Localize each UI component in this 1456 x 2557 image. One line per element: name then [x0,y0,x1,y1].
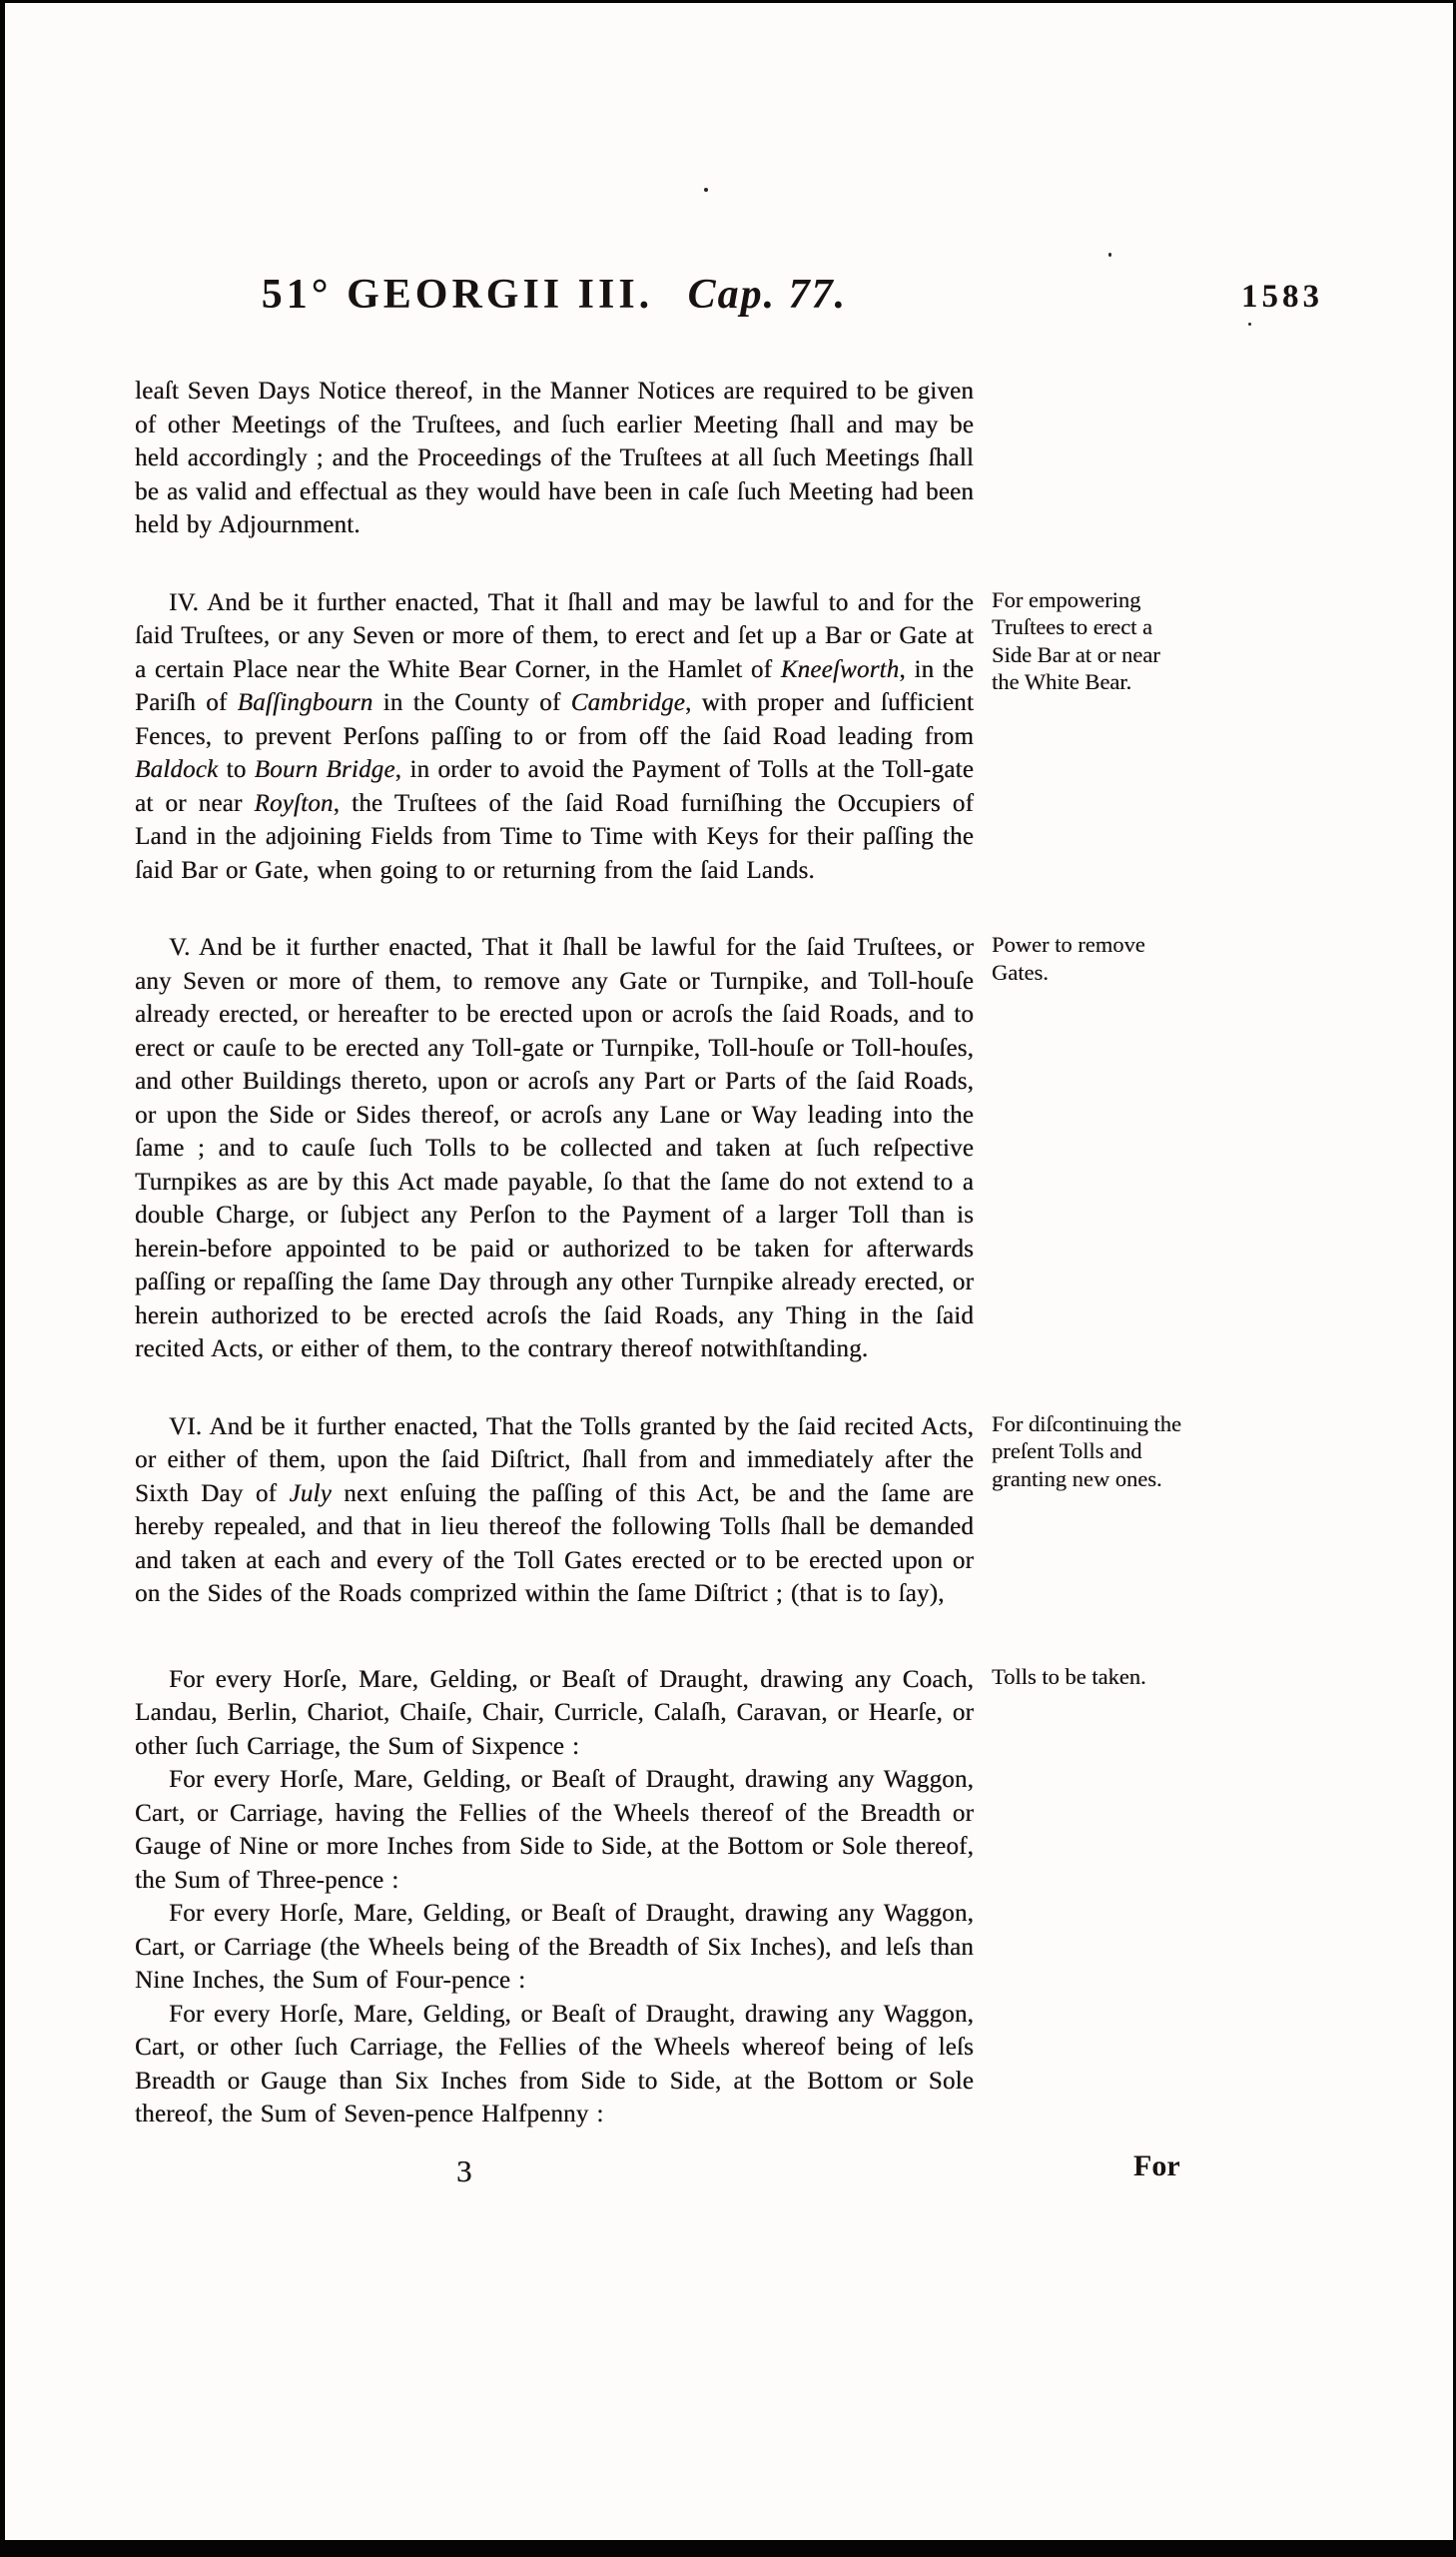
margin-note: For diſcontinuing the preſent Tolls and granting new ones. [992,1410,1181,1491]
paragraph-text [135,375,974,542]
margin-note: Tolls to be taken. [992,1663,1146,1689]
running-title [135,271,974,319]
paragraph-text [135,1410,974,1611]
italic-place-name: Royſton [254,789,334,817]
text-segment: For every Horſe, Mare, Gelding, or Beaſt of Draught, drawing any Waggon, Cart, or Carriage, having the Fellies of the Wheels thereof of the Breadth or Gauge of Nine or more Inches from Side to Side, at the Bottom or Sole thereof, the Sum of Three-pence : [135,1766,974,1894]
paragraph-row [135,1998,1325,2131]
scan-speck [704,188,708,192]
paragraph-row [135,586,1325,888]
regnal-year-title: 51° GEORGII III. [261,272,654,318]
text-segment: VI. And be it further enacted, That the Tolls granted by the ſaid recited Acts, or either of them, upon the ſaid Diſtrict, ſhall from and immediately after the Sixth Day of [135,1412,974,1507]
paragraph-row [135,931,1325,1366]
text-segment: For every Horſe, Mare, Gelding, or Beaſt of Draught, drawing any Coach, Landau, Berlin, Chariot, Chaiſe, Chair, Curricle, Calaſh, Caravan, or Hearſe, or other ſuch Carriage, the Sum of Sixpence : [135,1665,974,1760]
text-segment: , in order to avoid the Payment of Tolls at the Toll-gate at or near [135,756,974,817]
text-segment: IV. And be it further enacted, That it ſhall and may be lawful to and for the ſaid Truſtees, or any Seven or more of them, to erect and ſet up a Bar or Gate at a certain Place near the White Bear Corner, in the Hamlet of [135,588,974,683]
text-segment: next enſuing the paſſing of this Act, be and the ſame are hereby repealed, and that in lieu thereof the following Tolls ſhall be demanded and taken at each and every of the Toll Gates erected or to be erected upon or on the Sides of the Roads comprized within the ſame Diſtrict ; (that is to ſay), [135,1479,974,1607]
margin-note: Power to remove Gates. [992,932,1145,985]
text-segment: , with proper and ſufficient Fences, to prevent Perſons paſſing to or from off the ſaid Road leading from [135,689,974,750]
signature-mark: 3 [456,2152,472,2188]
page-footer [135,2148,1325,2223]
catchword: For [1133,2148,1180,2182]
italic-place-name: July [289,1479,332,1507]
paragraph-text [135,1663,974,1764]
text-segment: For every Horſe, Mare, Gelding, or Beaſt of Draught, drawing any Waggon, Cart, or other ſuch Carriage, the Fellies of the Wheels whereof being of leſs Breadth or Gauge than Six Inches from Side to Side, at the Bottom or Sole thereof, the Sum of Seven-pence Halfpenny : [135,2000,974,2128]
text-segment: to [218,756,255,783]
paragraph-text [135,586,974,888]
italic-place-name: Cambridge [570,689,685,716]
chapter-title: Cap. 77. [687,272,848,318]
paragraph-row [135,1897,1325,1998]
scan-edge-bottom [0,2540,1456,2557]
italic-place-name: Baſſingbourn [237,689,373,716]
text-segment: leaſt Seven Days Notice thereof, in the Manner Notices are required to be given of other Meetings of the Truſtees, and ſuch earlier Meeting ſhall and may be held accordingly ; and the Proceedings of the Truſtees at all ſuch Meetings ſhall be as valid and effectual as they would have been in caſe ſuch Meeting had been held by Adjournment. [135,378,974,538]
paragraph-text [135,1897,974,1998]
paragraph-row [135,1763,1325,1897]
margin-note: For empowering Truſtees to erect a Side Bar at or near the White Bear. [992,586,1160,694]
text-segment: For every Horſe, Mare, Gelding, or Beaſt of Draught, drawing any Waggon, Cart, or Carriage (the Wheels being of the Breadth of Six Inches), and leſs than Nine Inches, the Sum of Four-pence : [135,1900,974,1994]
italic-place-name: Kneeſworth [780,655,900,683]
page-number: 1583 [1241,279,1323,315]
paragraph-text [135,1998,974,2131]
page-header [135,271,1325,333]
text-segment: , in the Pariſh of [135,655,974,716]
text-segment: , the Truſtees of the ſaid Road furniſhing the Occupiers of Land in the adjoining Fields from Time to Time with Keys for their paſſing the ſaid Bar or Gate, when going to or returning from the ſaid Lands. [135,789,974,884]
paragraph-row [135,1663,1325,1764]
paragraph-text [135,1763,974,1897]
paragraph-row [135,1410,1325,1611]
paragraph-text [135,931,974,1366]
italic-place-name: Bourn Bridge [254,756,395,783]
page-content [135,271,1325,2223]
text-segment: V. And be it further enacted, That it ſhall be lawful for the ſaid Truſtees, or any Seven or more of them, to remove any Gate or Turnpike, and Toll-houſe already erected, or hereafter to be erected upon or acroſs the ſaid Roads, and to erect or cauſe to be erected any Toll-gate or Turnpike, Toll-houſe or Toll-houſes, and other Buildings thereto, upon or acroſs any Part or Parts of the ſaid Roads, or upon the Side or Sides thereof, or acroſs any Lane or Way leading into the ſame ; and to cauſe ſuch Tolls to be collected and taken at ſuch reſpective Turnpikes as are by this Act made payable, ſo that the ſame do not extend to a double Charge, or ſubject any Perſon to the Payment of a larger Toll than is herein-before appointed to be paid or authorized to be taken for afterwards paſſing or repaſſing the ſame Day through any other Turnpike already erected, or herein authorized to be erected acroſs the ſaid Roads, any Thing in the ſaid recited Acts, or either of them, to the contrary thereof notwithſtanding. [135,934,974,1362]
paragraph-row [135,375,1325,542]
text-segment: in the County of [372,689,571,716]
italic-place-name: Baldock [135,756,219,783]
scan-speck [1248,323,1251,326]
paragraphs [135,375,1325,2131]
scan-speck [1108,253,1111,257]
